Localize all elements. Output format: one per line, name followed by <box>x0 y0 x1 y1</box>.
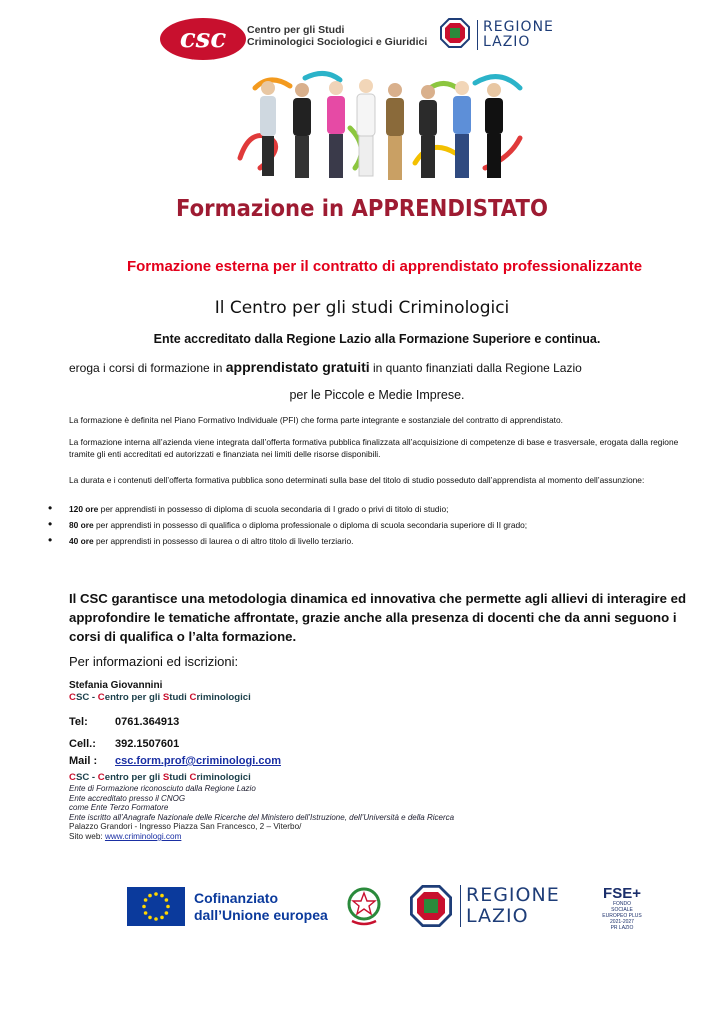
fse-plus-logo: FSE+ FONDO SOCIALE EUROPEO PLUS 2021-2027 PR LAZIO <box>602 885 642 931</box>
accreditation-line: Ente accreditato dalla Regione Lazio alla Formazione Superiore e continua. <box>153 332 601 346</box>
eu-flag-icon <box>127 887 185 926</box>
address: Palazzo Grandori - Ingresso Piazza San Francesco, 2 – Viterbo/ <box>69 822 302 831</box>
contact-name: Stefania Giovannini <box>69 680 163 691</box>
svg-text:csc: csc <box>179 24 227 54</box>
body-paragraph-2: La formazione interna all’azienda viene integrata dall’offerta formativa pubblica finalizzata all’acquisizione di competenze di base e trasversale, erogata dalla regione tramite gli enti accreditati ed autorizzati e finanziata nei limiti delle risorse disponibili. <box>69 437 679 459</box>
phone-number: 0761.364913 <box>115 716 180 728</box>
methodology-paragraph: Il CSC garantisce una metodologia dinamica ed innovativa che permette agli allievi di interagire ed approfondire le tematiche affrontate, grazie anche alla presenza di docenti che da anni seguono i corsi di qualifica o l’alta formazione. <box>69 591 687 644</box>
italian-republic-emblem-icon <box>346 885 382 927</box>
hero-illustration <box>230 68 530 188</box>
signature-organization: CSC - Centro per gli Studi Criminologici <box>69 772 251 783</box>
target-line: per le Piccole e Medie Imprese. <box>289 388 465 402</box>
address-block: Palazzo Grandori - Ingresso Piazza San Francesco, 2 – Viterbo/ Sito web: www.criminologi.com <box>69 822 302 841</box>
csc-name: Centro per gli Studi Criminologici Sociologici e Giuridici <box>247 24 428 48</box>
info-heading: Per informazioni ed iscrizioni: <box>69 654 239 669</box>
email-link[interactable]: csc.form.prof@criminologi.com <box>115 755 281 767</box>
regione-lazio-logo: REGIONE LAZIO <box>440 18 470 53</box>
intro-title: Il Centro per gli studi Criminologici <box>214 298 510 318</box>
csc-logo <box>158 16 248 62</box>
website-link[interactable]: www.criminologi.com <box>104 832 182 841</box>
lazio-emblem-icon <box>410 885 452 927</box>
list-item: • 80 ore per apprendisti in possesso di qualifica o diploma professionale o diploma di scuola secondaria superiore di II grado; <box>48 519 688 535</box>
mobile-row: Cell.: 392.1507601 <box>69 738 180 750</box>
phone-row: Tel: 0761.364913 <box>69 716 180 728</box>
body-paragraph-1: La formazione è definita nel Piano Formativo Individuale (PFI) che forma parte integrante e sostanziale del contratto di apprendistato. <box>69 415 563 425</box>
body-paragraph-3: La durata e i contenuti dell’offerta formativa pubblica sono determinati sulla base del titolo di studio posseduto dall’apprendista al momento dell’assunzione: <box>69 475 645 485</box>
offer-line: eroga i corsi di formazione in apprendistato gratuiti in quanto finanziati dalla Regione Lazio <box>69 359 582 375</box>
mobile-number: 392.1507601 <box>115 738 180 750</box>
offer-highlight: apprendistato gratuiti <box>225 359 370 375</box>
contact-organization: CSC - Centro per gli Studi Criminologici <box>69 692 251 703</box>
lazio-emblem-icon <box>440 18 470 48</box>
organization-credentials: Ente di Formazione riconosciuto dalla Regione Lazio Ente accreditato presso il CNOG come Ente Terzo Formatore Ente iscritto all’Anagrafe Nazionale delle Ricerche del Ministero dell’Istruzione, dell’Università e della Ricerca <box>69 784 455 822</box>
hours-list <box>48 503 688 551</box>
list-item: • 40 ore per apprendisti in possesso di laurea o di altro titolo di livello terziario. <box>48 535 688 551</box>
list-item: • 120 ore per apprendisti in possesso di diploma di scuola secondaria di I grado o privi di titolo di studio; <box>48 503 688 519</box>
eu-cofunding-text: Cofinanziato dall’Unione europea <box>194 890 328 923</box>
subheadline: Formazione esterna per il contratto di apprendistato professionalizzante <box>126 258 643 275</box>
headline: Formazione in APPRENDISTATO <box>176 196 548 222</box>
email-row: Mail : csc.form.prof@criminologi.com <box>69 755 281 767</box>
regione-lazio-footer-logo: REGIONE LAZIO <box>410 885 452 932</box>
